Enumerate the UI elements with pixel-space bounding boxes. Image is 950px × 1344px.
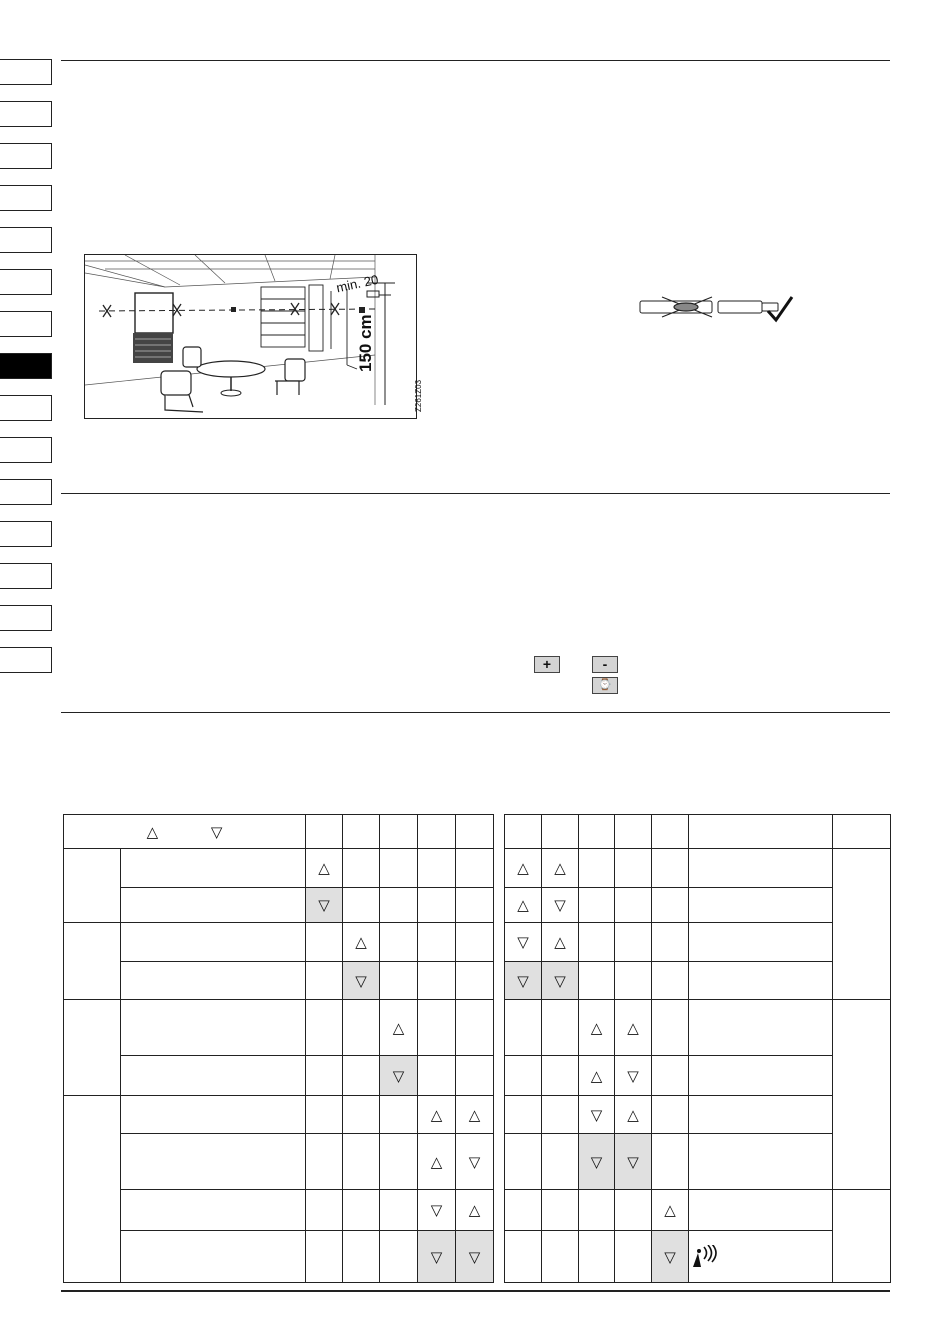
symbol-cell: △	[615, 1000, 652, 1056]
symbol-cell	[306, 923, 343, 962]
chapter-tab-15[interactable]	[0, 647, 52, 673]
symbol-cell	[579, 923, 615, 962]
chapter-tab-13[interactable]	[0, 563, 52, 589]
note-cell	[833, 1000, 891, 1190]
plus-key-icon: +	[534, 656, 560, 673]
symbol-cell	[505, 1231, 542, 1283]
symbol-cell	[343, 1190, 380, 1231]
symbol-cell: △	[579, 1000, 615, 1056]
symbol-cell	[542, 1231, 579, 1283]
symbol-cell: △	[456, 1190, 494, 1231]
symbol-cell	[306, 962, 343, 1000]
symbol-cell	[306, 1134, 343, 1190]
symbol-cell	[343, 1134, 380, 1190]
row-description-cell	[121, 1000, 306, 1056]
symbol-cell: ▽	[579, 1096, 615, 1134]
section-rule-2	[61, 493, 890, 494]
section-rule-bottom	[61, 1290, 890, 1292]
table-row	[64, 1190, 891, 1231]
symbol-cell: △	[418, 1096, 456, 1134]
symbol-cell	[542, 1134, 579, 1190]
row-description-cell	[121, 888, 306, 923]
extra-cell	[689, 1056, 833, 1096]
symbol-cell: ▽	[418, 1190, 456, 1231]
symbol-cell: △	[343, 923, 380, 962]
symbol-cell	[615, 923, 652, 962]
mode-key-icon: ⌚	[592, 677, 618, 694]
section-rule-top	[61, 60, 890, 61]
chapter-tab-2[interactable]	[0, 101, 52, 127]
extra-cell	[689, 849, 833, 888]
symbol-cell	[418, 962, 456, 1000]
spacer-cell	[494, 1231, 505, 1283]
spacer-cell	[494, 1134, 505, 1190]
symbol-cell	[652, 962, 689, 1000]
table-header-row	[64, 815, 891, 849]
row-description-cell	[121, 962, 306, 1000]
row-description-cell	[121, 1096, 306, 1134]
extra-cell	[689, 1231, 833, 1283]
chapter-tab-7[interactable]	[0, 311, 52, 337]
row-description-cell	[121, 849, 306, 888]
symbol-cell	[380, 1134, 418, 1190]
symbol-cell: ▽	[343, 962, 380, 1000]
chapter-tab-3[interactable]	[0, 143, 52, 169]
symbol-cell	[343, 1231, 380, 1283]
symbol-cell	[652, 849, 689, 888]
symbol-cell	[456, 888, 494, 923]
triangle-down-icon: ▽	[210, 822, 223, 841]
chapter-tab-9[interactable]	[0, 395, 52, 421]
chapter-tab-5[interactable]	[0, 227, 52, 253]
symbol-cell	[615, 888, 652, 923]
symbol-cell	[456, 923, 494, 962]
symbol-cell	[505, 1134, 542, 1190]
symbol-cell	[579, 849, 615, 888]
symbol-cell: ▽	[380, 1056, 418, 1096]
symbol-cell: △	[505, 849, 542, 888]
symbol-cell: △	[542, 923, 579, 962]
symbol-cell	[343, 1056, 380, 1096]
symbol-cell	[505, 1056, 542, 1096]
symbol-cell	[343, 1000, 380, 1056]
symbol-cell: ▽	[456, 1231, 494, 1283]
symbol-cell: ▽	[652, 1231, 689, 1283]
symbol-cell	[418, 923, 456, 962]
extra-cell	[689, 1190, 833, 1231]
symbol-cell	[306, 1231, 343, 1283]
group-cell	[64, 1000, 121, 1096]
symbol-cell: ▽	[542, 962, 579, 1000]
chapter-tab-6[interactable]	[0, 269, 52, 295]
minus-key-icon: -	[592, 656, 618, 673]
spacer-cell	[494, 888, 505, 923]
symbol-cell: △	[615, 1096, 652, 1134]
chapter-tab-10[interactable]	[0, 437, 52, 463]
table-row	[64, 962, 891, 1000]
symbol-cell	[380, 923, 418, 962]
symbol-cell	[306, 1056, 343, 1096]
symbol-cell	[579, 888, 615, 923]
symbol-cell	[579, 1190, 615, 1231]
symbol-cell	[615, 849, 652, 888]
symbol-cell	[652, 1134, 689, 1190]
symbol-cell	[306, 1096, 343, 1134]
extra-cell	[689, 1134, 833, 1190]
spacer-cell	[494, 1096, 505, 1134]
symbol-cell	[615, 1231, 652, 1283]
symbol-cell	[380, 1096, 418, 1134]
symbol-cell	[542, 1000, 579, 1056]
extra-cell	[689, 1000, 833, 1056]
note-cell	[833, 849, 891, 1000]
triangle-up-icon: △	[146, 822, 159, 841]
extra-cell	[689, 888, 833, 923]
spacer-cell	[494, 1056, 505, 1096]
symbol-cell: △	[418, 1134, 456, 1190]
symbol-cell	[652, 923, 689, 962]
section-rule-3	[61, 712, 890, 713]
extra-cell	[689, 962, 833, 1000]
row-description-cell	[121, 923, 306, 962]
symbol-cell: △	[306, 849, 343, 888]
row-description-cell	[121, 1134, 306, 1190]
symbol-cell: ▽	[505, 923, 542, 962]
image-code: Z261Z03	[414, 379, 423, 412]
symbol-cell	[418, 1056, 456, 1096]
table-row	[64, 849, 891, 888]
spacer-cell	[494, 962, 505, 1000]
symbol-cell	[652, 1056, 689, 1096]
symbol-cell	[380, 962, 418, 1000]
table-row	[64, 1231, 891, 1283]
symbol-cell	[306, 1190, 343, 1231]
chapter-tab-4[interactable]	[0, 185, 52, 211]
symbol-cell: ▽	[615, 1056, 652, 1096]
chapter-tab-12[interactable]	[0, 521, 52, 547]
table-row	[64, 888, 891, 923]
symbol-cell: ▽	[615, 1134, 652, 1190]
symbol-cell	[343, 849, 380, 888]
symbol-cell	[652, 1000, 689, 1056]
mounting-height-label: 150 cm	[356, 314, 375, 372]
chapter-tab-11[interactable]	[0, 479, 52, 505]
symbol-cell	[615, 1190, 652, 1231]
chapter-tab-14[interactable]	[0, 605, 52, 631]
symbol-cell	[343, 888, 380, 923]
symbol-cell: △	[542, 849, 579, 888]
radio-signal-icon	[691, 1245, 721, 1269]
extra-cell	[689, 923, 833, 962]
symbol-cell	[380, 1190, 418, 1231]
row-description-cell	[121, 1231, 306, 1283]
chapter-tab-active[interactable]	[0, 353, 52, 379]
spacer-cell	[494, 849, 505, 888]
symbol-cell: ▽	[418, 1231, 456, 1283]
spacer-cell	[494, 1000, 505, 1056]
symbol-cell	[343, 1096, 380, 1134]
row-description-cell	[121, 1190, 306, 1231]
symbol-cell: ▽	[456, 1134, 494, 1190]
table-row	[64, 1096, 891, 1134]
table-row	[64, 1000, 891, 1056]
symbol-cell	[579, 1231, 615, 1283]
symbol-cell	[652, 888, 689, 923]
spacer-cell	[494, 923, 505, 962]
note-cell	[833, 1190, 891, 1283]
cable-illustration	[636, 293, 796, 323]
symbol-cell: ▽	[579, 1134, 615, 1190]
symbol-cell: △	[579, 1056, 615, 1096]
table-row	[64, 1056, 891, 1096]
symbol-cell: △	[652, 1190, 689, 1231]
symbol-cell	[652, 1096, 689, 1134]
symbol-cell	[456, 962, 494, 1000]
extra-cell	[689, 1096, 833, 1134]
symbol-cell	[380, 1231, 418, 1283]
symbol-cell	[505, 1190, 542, 1231]
symbol-cell	[579, 962, 615, 1000]
row-description-cell	[121, 1056, 306, 1096]
symbol-cell: △	[456, 1096, 494, 1134]
symbol-cell: ▽	[542, 888, 579, 923]
symbol-cell	[418, 849, 456, 888]
symbol-cell	[456, 1000, 494, 1056]
table-row	[64, 1134, 891, 1190]
symbol-cell	[456, 849, 494, 888]
min-distance-label: min. 20	[334, 271, 380, 296]
symbol-cell: ▽	[306, 888, 343, 923]
header-cell	[64, 815, 306, 849]
table-row	[64, 923, 891, 962]
spacer-cell	[494, 1190, 505, 1231]
symbol-cell	[505, 1096, 542, 1134]
symbol-cell	[306, 1000, 343, 1056]
group-cell	[64, 1096, 121, 1283]
group-cell	[64, 849, 121, 923]
symbol-cell	[456, 1056, 494, 1096]
symbol-cell	[542, 1190, 579, 1231]
combination-table	[63, 814, 891, 1283]
symbol-cell	[418, 888, 456, 923]
symbol-cell	[380, 888, 418, 923]
chapter-tab-1[interactable]	[0, 59, 52, 85]
symbol-cell	[615, 962, 652, 1000]
symbol-cell	[418, 1000, 456, 1056]
symbol-cell	[542, 1056, 579, 1096]
symbol-cell: △	[505, 888, 542, 923]
symbol-cell	[380, 849, 418, 888]
symbol-cell: △	[380, 1000, 418, 1056]
group-cell	[64, 923, 121, 1000]
symbol-cell	[542, 1096, 579, 1134]
symbol-cell: ▽	[505, 962, 542, 1000]
symbol-cell	[505, 1000, 542, 1056]
